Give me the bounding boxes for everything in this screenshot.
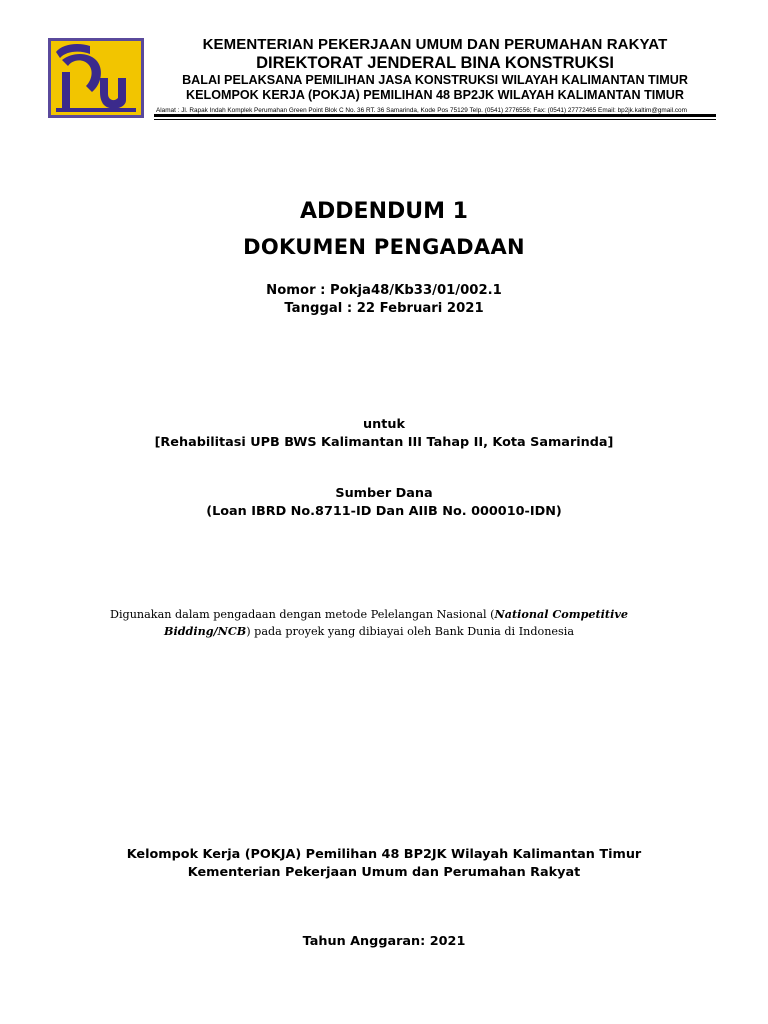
letterhead [152,36,718,116]
description-part1: Digunakan dalam pengadaan dengan metode Pelelangan Nasional ( [110,608,495,621]
funding-label: Sumber Dana [335,486,433,501]
letterhead-rule-thick [154,114,716,117]
footer-ministry: Kementerian Pekerjaan Umum dan Perumahan Rakyat [187,865,581,880]
purpose-label: untuk [363,417,405,432]
document-title-main: DOKUMEN PENGADAAN [243,235,525,259]
pokja-name: KELOMPOK KERJA (POKJA) PEMILIHAN 48 BP2JK WILAYAH KALIMANTAN TIMUR [186,88,684,102]
address-text: : Jl. Rapak Indah Komplek Perumahan Green Point Blok C No. 36 RT. 36 Samarinda, Kode Pos 75129 Telp. (0541) 2776556; Fax: (0541) 27772465 Email: bp2jk.kaltim@gmail.com [177,107,687,114]
description-italic2: Bidding/NCB [164,624,247,638]
project-name: [Rehabilitasi UPB BWS Kalimantan III Tahap II, Kota Samarinda] [154,435,614,450]
footer-organization: Kelompok Kerja (POKJA) Pemilihan 48 BP2JK Wilayah Kalimantan Timur [126,847,642,862]
loan-reference: (Loan IBRD No.8711-ID Dan AIIB No. 000010-IDN) [206,504,562,519]
letterhead-rule-thin [154,119,716,120]
office-name: BALAI PELAKSANA PEMILIHAN JASA KONSTRUKSI WILAYAH KALIMANTAN TIMUR [182,73,688,87]
address-label: Alamat [156,107,176,114]
ministry-name: KEMENTERIAN PEKERJAAN UMUM DAN PERUMAHAN RAKYAT [202,36,668,53]
reference-number: Nomor : Pokja48/Kb33/01/002.1 [266,283,502,298]
pupr-logo-icon [48,38,144,118]
directorate-name: DIREKTORAT JENDERAL BINA KONSTRUKSI [256,54,614,72]
description-italic1: National Competitive [494,607,628,621]
reference-date: Tanggal : 22 Februari 2021 [284,301,484,316]
description-part2: ) pada proyek yang dibiayai oleh Bank Dunia di Indonesia [246,625,575,638]
fiscal-year: Tahun Anggaran: 2021 [302,934,466,949]
document-title-addendum: ADDENDUM 1 [300,199,468,224]
procurement-description [110,606,670,640]
